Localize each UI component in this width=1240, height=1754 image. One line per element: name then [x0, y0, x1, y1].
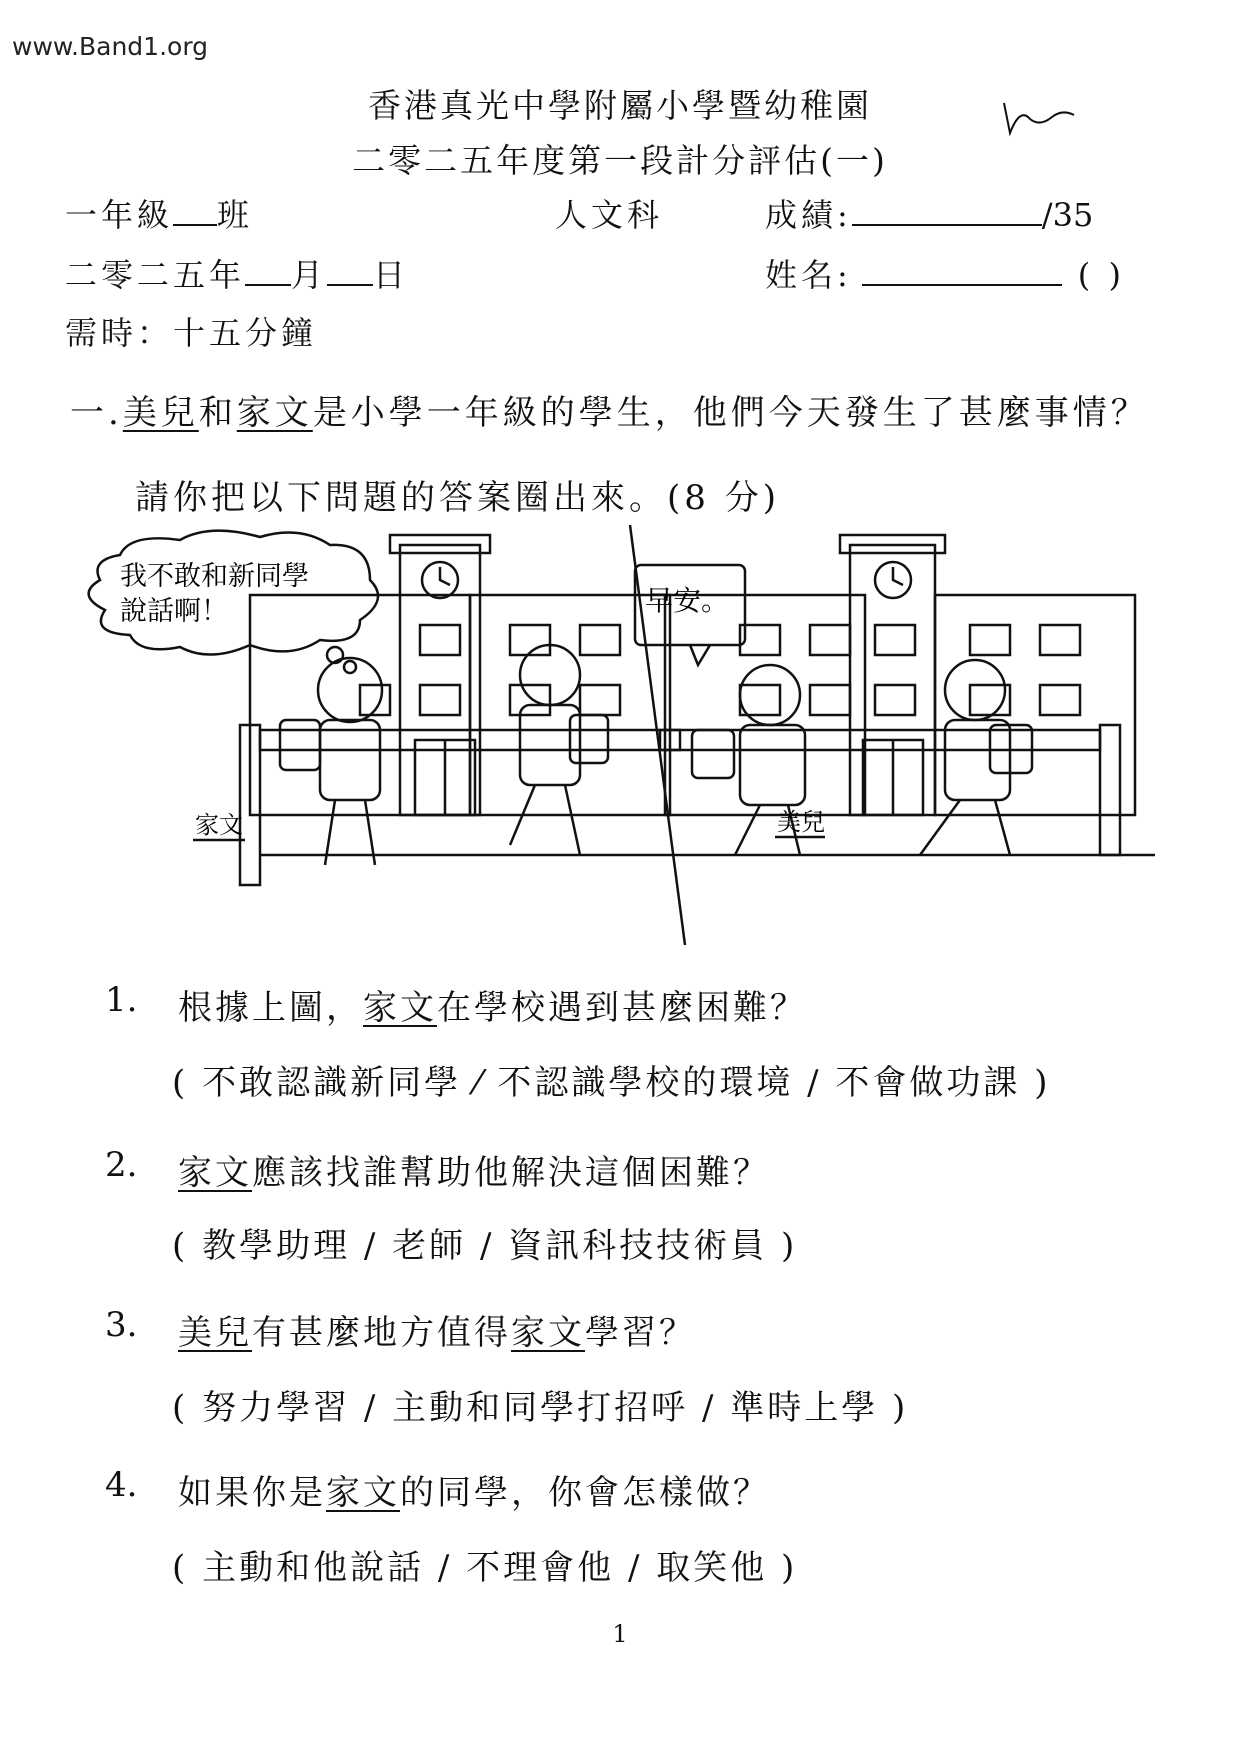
question-number: 3. [105, 1305, 138, 1345]
underlined-name: 美兒 [178, 1313, 252, 1353]
question-fragment: 有甚麼地方值得 [252, 1313, 511, 1353]
right-building-wing-right [935, 595, 1135, 815]
score-total: /35 [1041, 196, 1094, 234]
score-blank[interactable] [852, 198, 1042, 226]
school-illustration [70, 525, 1180, 955]
question-number: 1. [105, 980, 138, 1020]
bubble-right-text: 早安。 [645, 584, 730, 617]
class-number-brackets: ( ) [1077, 256, 1125, 294]
underlined-name: 家文 [178, 1153, 252, 1193]
question-text [178, 1465, 770, 1514]
question-fragment: 如果你是 [178, 1473, 326, 1513]
name-kaman: 家文 [236, 393, 313, 433]
class-label: 班 [217, 196, 254, 234]
question-number: 4. [105, 1465, 138, 1505]
name-meier: 美兒 [122, 393, 199, 433]
question-text [178, 1145, 770, 1194]
name-blank[interactable] [862, 258, 1062, 286]
date-year: 二零二五年 [65, 256, 246, 294]
and-word: 和 [198, 393, 237, 433]
time-allowed: 需時：十五分鐘 [65, 314, 318, 352]
day-label: 日 [373, 256, 410, 294]
score-field [765, 190, 1093, 236]
answer-options[interactable]: ( 努力學習 / 主動和同學打招呼 / 準時上學 ) [172, 1388, 909, 1428]
page-number: 1 [612, 1620, 628, 1648]
grade-field [65, 190, 253, 236]
score-label: 成績: [765, 196, 852, 234]
name-label: 姓名: [765, 256, 852, 294]
underlined-name: 家文 [511, 1313, 585, 1353]
label-meier: 美兒 [777, 808, 825, 836]
grade-label: 一年級 [65, 196, 174, 234]
left-clock-tower [400, 545, 480, 815]
question-fragment: 應該找誰幫助他解決這個困難？ [252, 1153, 770, 1193]
answer-options[interactable]: ( 教學助理 / 老師 / 資訊科技技術員 ) [172, 1226, 798, 1266]
question-text [178, 980, 807, 1029]
site-watermark: www.Band1.org [12, 32, 209, 61]
question-fragment: 的同學，你會怎樣做？ [400, 1473, 770, 1513]
section-number: 一. [70, 393, 123, 433]
date-field [65, 250, 409, 296]
right-windows [740, 625, 1080, 715]
class-blank[interactable] [173, 198, 217, 226]
month-label: 月 [291, 256, 328, 294]
exam-title: 二零二五年度第一段計分評估(一) [352, 141, 888, 180]
question-fragment: 在學校遇到甚麼困難？ [437, 988, 807, 1028]
underlined-name: 家文 [363, 988, 437, 1028]
section-question: 是小學一年級的學生，他們今天發生了甚麼事情？ [312, 393, 1149, 433]
day-blank[interactable] [327, 258, 373, 286]
label-kaman: 家文 [195, 811, 243, 839]
bubble-left-line2: 說話啊！ [120, 596, 228, 627]
question-fragment: 根據上圖， [178, 988, 363, 1028]
question-fragment: 學習？ [585, 1313, 696, 1353]
classmate-girl-figure [920, 660, 1032, 855]
question-text [178, 1305, 696, 1354]
bubble-left-line1: 我不敢和新同學 [120, 561, 309, 592]
left-speech-bubble [89, 531, 378, 655]
name-field [765, 250, 1125, 296]
section-1-heading [70, 385, 1149, 434]
month-blank[interactable] [245, 258, 291, 286]
underlined-name: 家文 [326, 1473, 400, 1513]
answer-options[interactable]: ( 不敢認識新同學 ⁄ 不認識學校的環境 / 不會做功課 ) [172, 1063, 1051, 1103]
answer-options[interactable]: ( 主動和他說話 / 不理會他 / 取笑他 ) [172, 1548, 798, 1588]
school-title: 香港真光中學附屬小學暨幼稚園 [368, 86, 872, 125]
section-1-instruction: 請你把以下問題的答案圈出來。(8 分) [135, 478, 780, 518]
question-number: 2. [105, 1145, 138, 1185]
right-building-wing-left [665, 595, 865, 815]
subject-label: 人文科 [555, 196, 664, 234]
kaman-figure [280, 658, 382, 865]
